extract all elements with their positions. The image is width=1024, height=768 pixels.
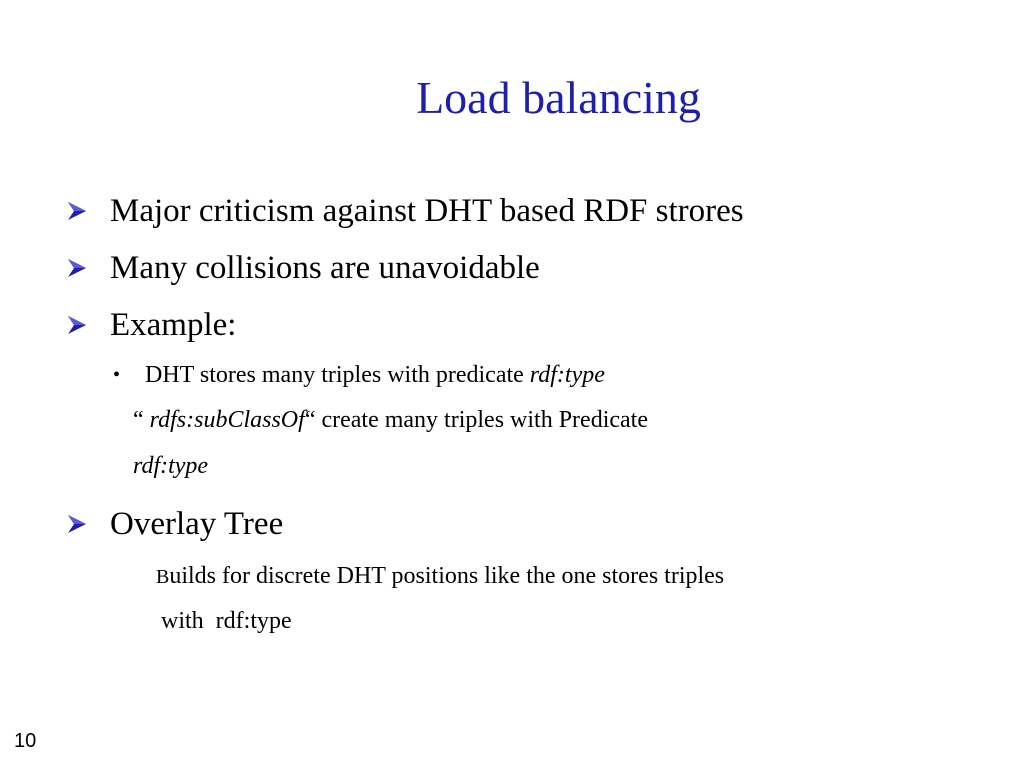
predicate-rdf-type: rdf:type [529, 362, 605, 388]
overlay-line-1: Builds for discrete DHT positions like the one stores triples [156, 563, 725, 589]
arrow-bullet-icon [66, 200, 88, 222]
arrow-bullet-icon [66, 513, 88, 535]
bullet-text: Overlay Tree [110, 506, 284, 542]
sub-bullet-dot: • [113, 364, 121, 386]
slide-title: Load balancing [416, 72, 701, 123]
page-number: 10 [14, 730, 37, 752]
bullet-text: Major criticism against DHT based RDF strores [110, 193, 744, 229]
predicate-rdfs-subclassof: rdfs:subClassOf [149, 407, 305, 433]
overlay-line-2: with rdf:type [161, 608, 292, 634]
example-line-1: DHT stores many triples with predicate rdf:type [145, 362, 605, 388]
arrow-bullet-icon [66, 314, 88, 336]
example-line-2: “ rdfs:subClassOf“ create many triples with Predicate [133, 407, 648, 433]
example-line-3: rdf:type [133, 453, 209, 479]
bullet-text: Example: [110, 307, 237, 343]
bullet-text: Many collisions are unavoidable [110, 250, 540, 286]
arrow-bullet-icon [66, 257, 88, 279]
